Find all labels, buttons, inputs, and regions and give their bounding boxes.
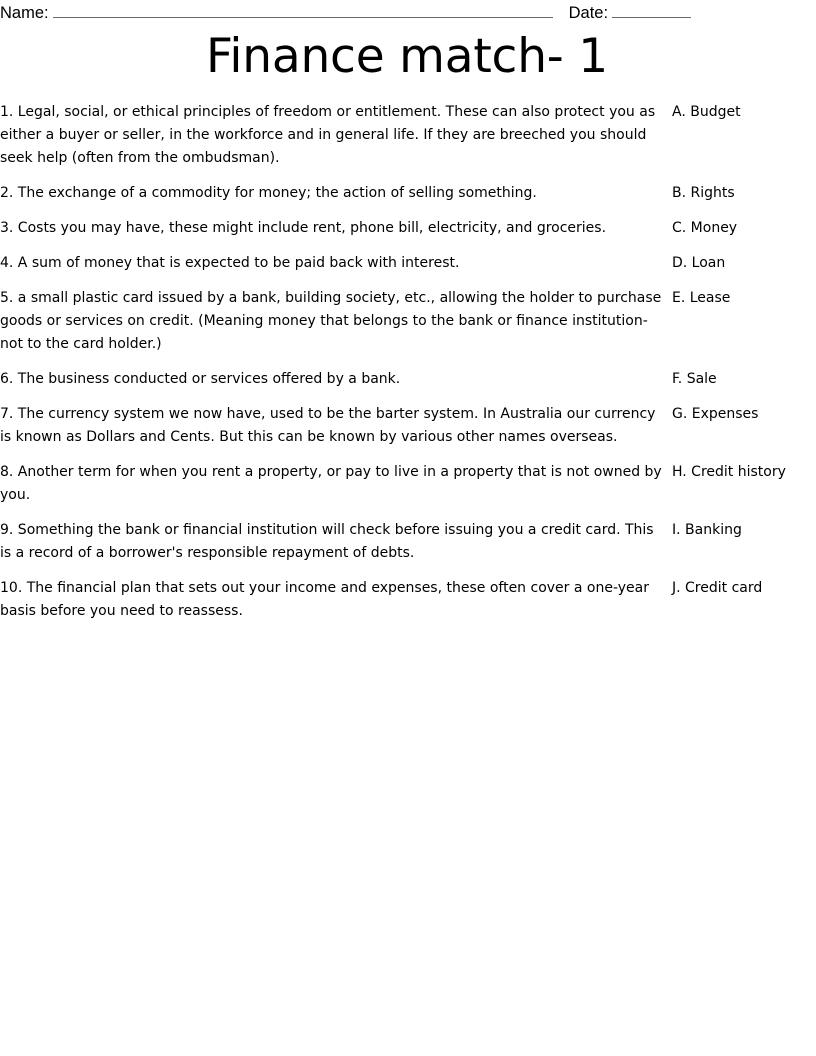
answer-choice: C. Money — [672, 220, 738, 236]
matching-row — [0, 182, 816, 205]
page-title: Finance match- 1 — [206, 29, 608, 84]
matching-list — [0, 101, 816, 623]
matching-row — [0, 217, 816, 240]
matching-row — [0, 519, 816, 565]
answer-choice: B. Rights — [672, 185, 735, 201]
answer-choice: E. Lease — [672, 290, 731, 306]
answer-choice: A. Budget — [672, 104, 741, 120]
question-item: 4. A sum of money that is expected to be paid back with interest. — [0, 255, 460, 271]
matching-row — [0, 101, 816, 170]
answer-choice: J. Credit card — [672, 580, 763, 596]
question-item: 10. The financial plan that sets out your income and expenses, these often cover a one-year basis before you need to reassess. — [0, 580, 649, 619]
question-item: 1. Legal, social, or ethical principles of freedom or entitlement. These can also protect you as either a buyer or seller, in the workforce and in general life. If they are breeched you should seek help (often from the ombudsman). — [0, 104, 656, 166]
question-item: 3. Costs you may have, these might include rent, phone bill, electricity, and groceries. — [0, 220, 607, 236]
question-item: 7. The currency system we now have, used to be the barter system. In Australia our currency is known as Dollars and Cents. But this can be known by various other names overseas. — [0, 406, 656, 445]
matching-row — [0, 368, 816, 391]
answer-choice: F. Sale — [672, 371, 717, 387]
date-label: Date: — [568, 4, 609, 22]
answer-choice: I. Banking — [672, 522, 742, 538]
name-input-line[interactable] — [53, 4, 553, 18]
question-item: 5. a small plastic card issued by a bank, building society, etc., allowing the holder to purchase goods or services on credit. (Meaning money that belongs to the bank or finance institution- not to the card holder.) — [0, 290, 662, 352]
answer-choice: G. Expenses — [672, 406, 759, 422]
student-info-header — [0, 0, 816, 23]
matching-row — [0, 577, 816, 623]
matching-row — [0, 287, 816, 356]
question-item: 9. Something the bank or financial institution will check before issuing you a credit card. This is a record of a borrower's responsible repayment of debts. — [0, 522, 654, 561]
matching-row — [0, 252, 816, 275]
answer-choice: H. Credit history — [672, 464, 786, 480]
matching-row — [0, 403, 816, 449]
question-item: 8. Another term for when you rent a property, or pay to live in a property that is not owned by you. — [0, 464, 662, 503]
matching-row — [0, 461, 816, 507]
question-item: 2. The exchange of a commodity for money; the action of selling something. — [0, 185, 537, 201]
question-item: 6. The business conducted or services offered by a bank. — [0, 371, 401, 387]
name-label: Name: — [0, 4, 49, 22]
answer-choice: D. Loan — [672, 255, 726, 271]
date-input-line[interactable] — [612, 4, 691, 18]
